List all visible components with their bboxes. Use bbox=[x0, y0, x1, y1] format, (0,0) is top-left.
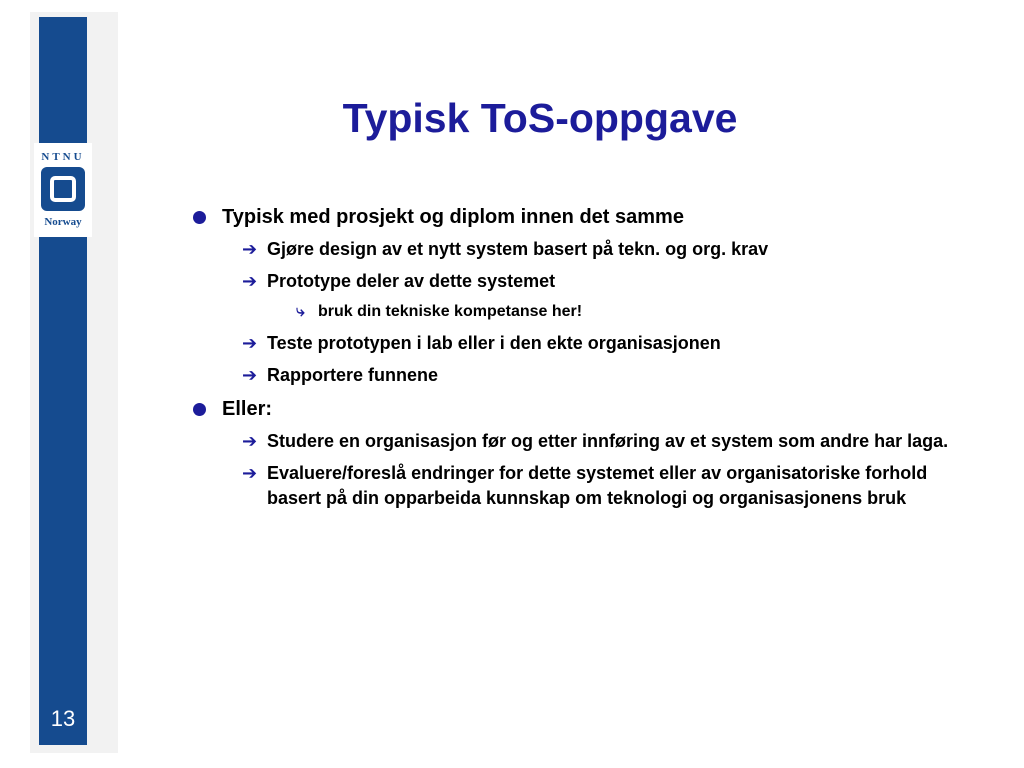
sub-bullet-text: Studere en organisasjon før og etter innføring av et system som andre har laga. bbox=[267, 431, 949, 451]
sub-bullet-item bbox=[190, 363, 950, 388]
sub-sub-bullet-text: bruk din tekniske kompetanse her! bbox=[318, 303, 583, 320]
logo-ring-icon bbox=[50, 176, 76, 202]
sub-bullet-item bbox=[190, 331, 950, 356]
page-number: 13 bbox=[50, 706, 76, 731]
sub-bullet-item bbox=[190, 429, 950, 454]
logo-square-icon bbox=[41, 167, 85, 211]
sidebar-bar bbox=[39, 17, 87, 745]
right-arrow-icon: ➔ bbox=[242, 239, 258, 259]
slide-title: Typisk ToS-oppgave bbox=[342, 95, 738, 141]
sub-bullet-text: Evaluere/foreslå endringer for dette systemet eller av organisatoriske forhold basert på din opparbeida kunnskap om teknologi og organisasjonens bruk bbox=[267, 463, 928, 508]
right-arrow-icon: ➔ bbox=[242, 365, 258, 385]
right-arrow-icon: ➔ bbox=[242, 463, 258, 483]
logo-bottom-text: Norway bbox=[44, 216, 82, 228]
bullet-item bbox=[190, 203, 950, 231]
sub-bullet-item bbox=[190, 461, 950, 511]
sub-bullet-text: Prototype deler av dette systemet bbox=[267, 271, 556, 291]
sub-sub-bullet-item bbox=[190, 301, 950, 323]
bullet-text: Eller: bbox=[222, 398, 273, 420]
bullet-text: Typisk med prosjekt og diplom innen det samme bbox=[222, 206, 684, 228]
logo-top-text: NTNU bbox=[41, 151, 85, 163]
sub-bullet-text: Teste prototypen i lab eller i den ekte organisasjonen bbox=[267, 333, 721, 353]
sub-bullet-text: Rapportere funnene bbox=[267, 365, 439, 385]
slide-content bbox=[190, 203, 950, 518]
sub-bullet-text: Gjøre design av et nytt system basert på tekn. og org. krav bbox=[267, 239, 769, 259]
right-arrow-icon: ➔ bbox=[242, 271, 258, 291]
curved-arrow-icon: ⤷ bbox=[296, 303, 305, 320]
right-arrow-icon: ➔ bbox=[242, 333, 258, 353]
filled-circle-icon bbox=[193, 403, 206, 416]
filled-circle-icon bbox=[193, 211, 206, 224]
bullet-item bbox=[190, 395, 950, 423]
sub-bullet-item bbox=[190, 237, 950, 262]
right-arrow-icon: ➔ bbox=[242, 431, 258, 451]
ntnu-logo bbox=[34, 143, 92, 237]
sub-bullet-item bbox=[190, 269, 950, 294]
